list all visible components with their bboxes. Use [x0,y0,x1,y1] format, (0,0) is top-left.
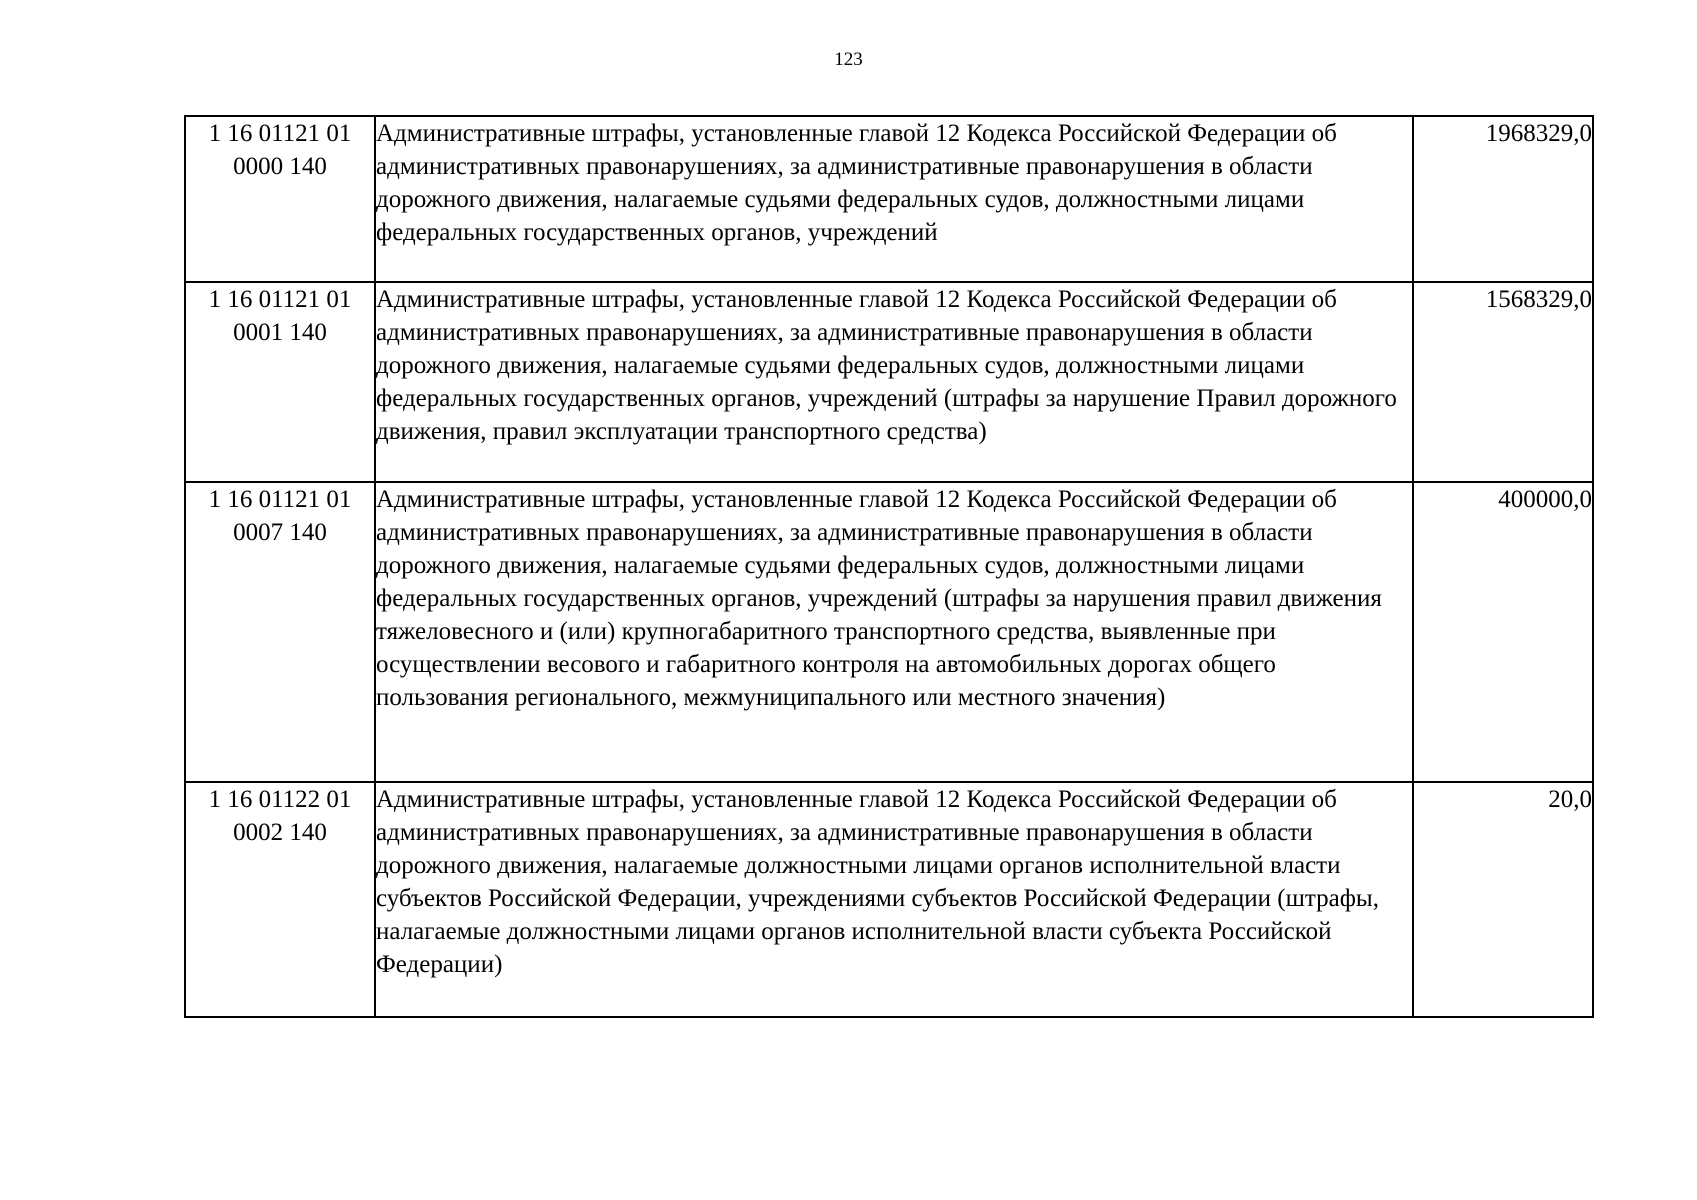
revenue-description-cell: Административные штрафы, установленные главой 12 Кодекса Российской Федерации об административных правонарушениях, за административные правонарушения в области дорожного движения, налагаемые судьями федеральных судов, должностными лицами федеральных государственных органов, учреждений (штрафы за нарушение Правил дорожного движения, правил эксплуатации транспортного средства) [375,282,1413,482]
revenue-amount-cell: 20,0 [1413,782,1593,1017]
revenue-code-line: 1 16 01121 01 [208,120,352,147]
revenue-code-line: 1 16 01122 01 [208,786,352,813]
revenue-code-line: 0007 140 [233,519,327,546]
revenue-code-cell [185,282,375,482]
budget-revenue-table [184,115,1594,1018]
revenue-amount-cell: 1968329,0 [1413,116,1593,282]
table-row [185,782,1593,1017]
table-row [185,482,1593,782]
revenue-code-line: 0002 140 [233,819,327,846]
revenue-code-cell [185,116,375,282]
revenue-description-cell: Административные штрафы, установленные главой 12 Кодекса Российской Федерации об административных правонарушениях, за административные правонарушения в области дорожного движения, налагаемые судьями федеральных судов, должностными лицами федеральных государственных органов, учреждений [375,116,1413,282]
revenue-amount-cell: 400000,0 [1413,482,1593,782]
revenue-code-line: 1 16 01121 01 [208,286,352,313]
revenue-code-line: 1 16 01121 01 [208,486,352,513]
revenue-code-cell [185,782,375,1017]
table-row [185,116,1593,282]
revenue-code-line: 0000 140 [233,153,327,180]
revenue-description-cell: Административные штрафы, установленные главой 12 Кодекса Российской Федерации об административных правонарушениях, за административные правонарушения в области дорожного движения, налагаемые должностными лицами органов исполнительной власти субъектов Российской Федерации, учреждениями субъектов Российской Федерации (штрафы, налагаемые должностными лицами органов исполнительной власти субъекта Российской Федерации) [375,782,1413,1017]
page-number: 123 [834,49,863,70]
revenue-description-cell: Административные штрафы, установленные главой 12 Кодекса Российской Федерации об административных правонарушениях, за административные правонарушения в области дорожного движения, налагаемые судьями федеральных судов, должностными лицами федеральных государственных органов, учреждений (штрафы за нарушения правил движения тяжеловесного и (или) крупногабаритного транспортного средства, выявленные при осуществлении весового и габаритного контроля на автомобильных дорогах общего пользования регионального, межмуниципального или местного значения) [375,482,1413,782]
table-row [185,282,1593,482]
revenue-code-cell [185,482,375,782]
revenue-amount-cell: 1568329,0 [1413,282,1593,482]
revenue-code-line: 0001 140 [233,319,327,346]
